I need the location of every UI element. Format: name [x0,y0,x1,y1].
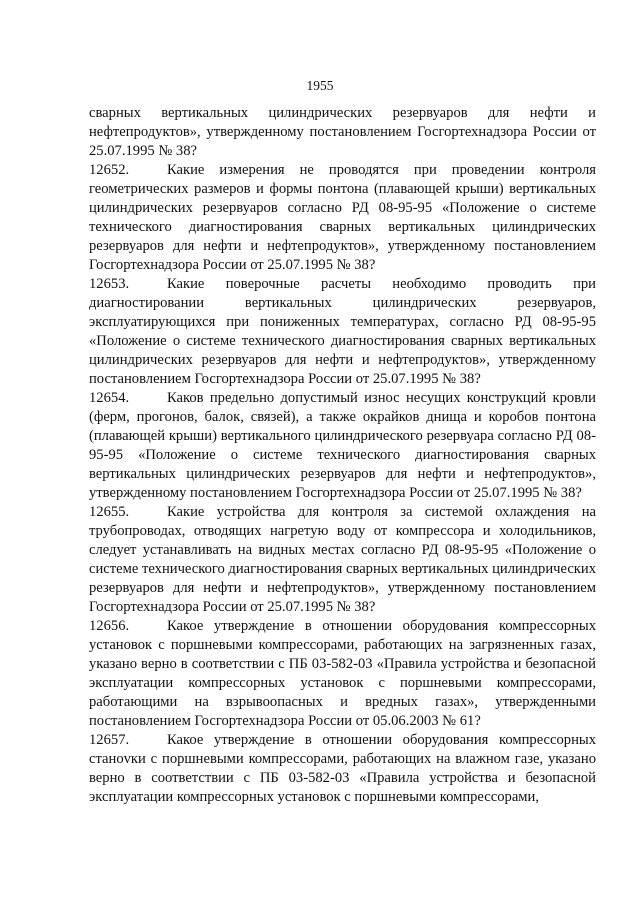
question-text: Какие поверочные расчеты необходимо проводить при диагностировании вертикальных цилиндрических резервуаров, эксплуатирующихся при пониженных температурах, согласно РД 08-95-95 «Положение о системе технического диагностирования сварных вертикальных цилиндрических резервуаров для нефти и нефтепродуктов», утвержденному постановлением Госгортехнадзора России от 25.07.1995 № 38? [89,276,596,387]
question-number: 12656. [89,618,130,634]
intro-paragraph: сварных вертикальных цилиндрических резервуаров для нефти и нефтепродуктов», утвержденному постановлением Госгортехнадзора России от 25.07.1995 № 38? [89,105,596,159]
question-text: Какие измерения не проводятся при проведении контроля геометрических размеров и формы понтона (плавающей крыши) вертикальных цилиндрических резервуаров согласно РД 08-95-95 «Положение о системе технического диагностирования сварных вертикальных цилиндрических резервуаров для нефти и нефтепродуктов», утвержденному постановлением Госгортехнадзора России от 25.07.1995 № 38? [89,162,596,273]
question-12657 [89,731,596,807]
question-12655 [89,503,596,617]
question-text: Какое утверждение в отношении оборудования компрессорных станovки с поршневыми компрессорами, работающих на влажном газе, указано верно в соответствии с ПБ 03-582-03 «Правила устройства и безопасной эксплуатации компрессорных установок с поршневыми компрессорами, [89,732,596,805]
question-12654 [89,389,596,503]
page-number: 1955 [306,78,334,93]
question-text: Какое утверждение в отношении оборудования компрессорных установок с поршневыми компрессорами, работающих на загрязненных газах, указано верно в соответствии с ПБ 03-582-03 «Правила устройства и безопасной эксплуатации компрессорных установок с поршневыми компрессорами, работающими на взрывоопасных и вредных газах», утвержденными постановлением Госгортехнадзора России от 05.06.2003 № 61? [89,618,596,729]
question-number: 12654. [89,390,130,406]
question-12652 [89,161,596,275]
question-number: 12652. [89,162,130,178]
document-body [89,104,596,807]
question-number: 12655. [89,504,130,520]
question-12656 [89,617,596,731]
question-12653 [89,275,596,389]
question-text: Каков предельно допустимый износ несущих конструкций кровли (ферм, прогонов, балок, связей), а также окрайков днища и коробов понтона (плавающей крыши) вертикального цилиндрического резервуара согласно РД 08-95-95 «Положение о системе технического диагностирования сварных вертикальных цилиндрических резервуаров для нефти и нефтепродуктов», утвержденному постановлением Госгортехнадзора России от 25.07.1995 № 38? [89,390,596,501]
question-number: 12653. [89,276,130,292]
question-number: 12657. [89,732,130,748]
question-text: Какие устройства для контроля за системой охлаждения на трубопроводах, отводящих нагретую воду от компрессора и холодильников, следует устанавливать на видных местах согласно РД 08-95-95 «Положение о системе технического диагностирования сварных вертикальных цилиндрических резервуаров для нефти и нефтепродуктов», утвержденному постановлением Госгортехнадзора России от 25.07.1995 № 38? [89,504,596,615]
